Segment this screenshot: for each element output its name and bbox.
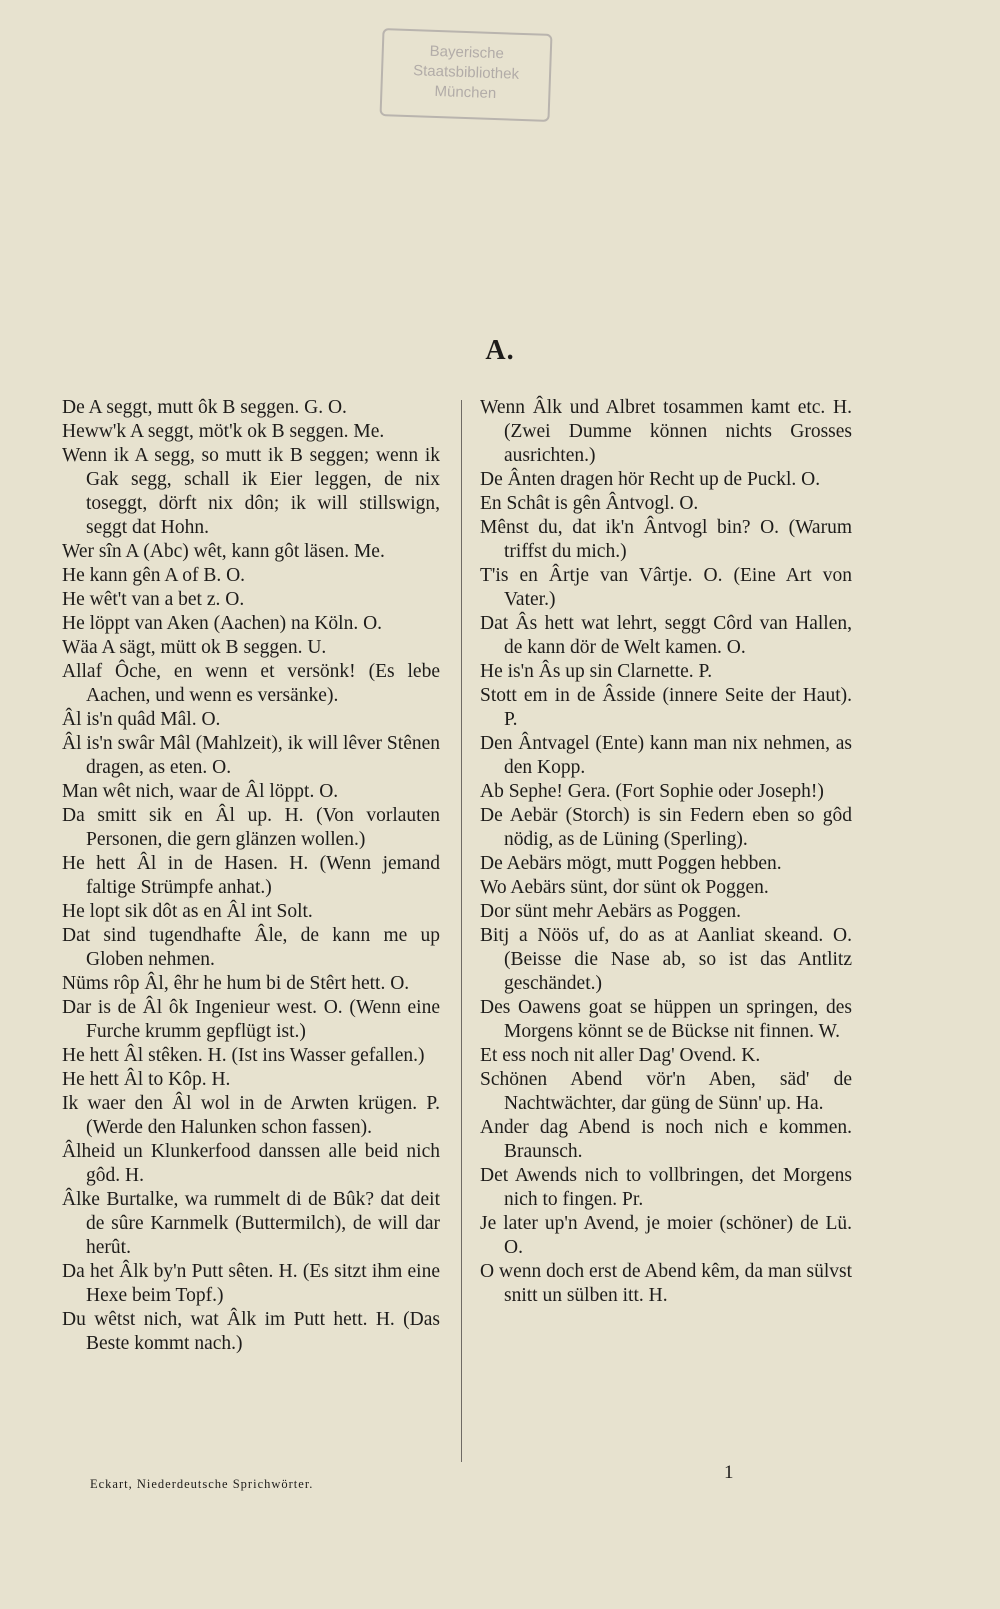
proverb-entry: He hett Âl to Kôp. H. xyxy=(62,1069,231,1090)
proverb-entry: He kann gên A of B. O. xyxy=(62,565,246,586)
proverb-entry: He wêt't van a bet z. O. xyxy=(62,589,245,610)
proverb-entry: Den Ântvagel (Ente) kann man nix nehmen, as den Kopp. xyxy=(480,733,852,778)
proverb-entry: Ander dag Abend is noch nich e kommen. Braunsch. xyxy=(480,1117,852,1162)
stamp-line-3: München xyxy=(434,82,497,103)
proverb-entry: He is'n Âs up sin Clarnette. P. xyxy=(480,661,713,682)
proverb-entry: Allaf Ôche, en wenn et versönk! (Es lebe Aachen, und wenn es versänke). xyxy=(62,661,440,706)
proverb-entry: De Aebär (Storch) is sin Federn eben so gôd nödig, as de Lüning (Sperling). xyxy=(480,805,852,850)
proverb-entry: He hett Âl stêken. H. (Ist ins Wasser gefallen.) xyxy=(62,1045,425,1066)
proverb-entry: Wer sîn A (Abc) wêt, kann gôt läsen. Me. xyxy=(62,541,385,562)
proverb-entry: Et ess noch nit aller Dag' Ovend. K. xyxy=(480,1045,761,1066)
proverb-entry: He hett Âl in de Hasen. H. (Wenn jemand faltige Strümpfe anhat.) xyxy=(62,853,440,898)
proverb-entry: T'is en Ârtje van Vârtje. O. (Eine Art von Vater.) xyxy=(480,565,852,610)
library-stamp xyxy=(380,28,553,122)
proverb-entry: Nüms rôp Âl, êhr he hum bi de Stêrt hett. O. xyxy=(62,973,410,994)
left-column xyxy=(62,396,440,1356)
proverb-entry: De Aebärs mögt, mutt Poggen hebben. xyxy=(480,853,782,874)
proverb-entry: Wäa A sägt, mütt ok B seggen. U. xyxy=(62,637,327,658)
proverb-entry: He lopt sik dôt as en Âl int Solt. xyxy=(62,901,313,922)
proverb-entry: Dar is de Âl ôk Ingenieur west. O. (Wenn eine Furche krumm gepflügt ist.) xyxy=(62,997,440,1042)
proverb-entry: Âlke Burtalke, wa rummelt di de Bûk? dat deit de sûre Karnmelk (Buttermilch), de will dar herût. xyxy=(62,1189,440,1258)
proverb-entry: En Schât is gên Ântvogl. O. xyxy=(480,493,699,514)
proverb-entry: Stott em in de Âsside (innere Seite der Haut). P. xyxy=(480,685,852,730)
proverb-entry: Âl is'n swâr Mâl (Mahlzeit), ik will lêver Stênen dragen, as eten. O. xyxy=(62,733,440,778)
proverb-entry: Da het Âlk by'n Putt sêten. H. (Es sitzt ihm eine Hexe beim Topf.) xyxy=(62,1261,440,1306)
proverb-entry: Mênst du, dat ik'n Ântvogl bin? O. (Warum triffst du mich.) xyxy=(480,517,852,562)
proverb-entry: De A seggt, mutt ôk B seggen. G. O. xyxy=(62,397,347,418)
proverb-entry: Ik waer den Âl wol in de Arwten krügen. P. (Werde den Halunken schon fassen). xyxy=(62,1093,440,1138)
page-number: 1 xyxy=(724,1462,734,1483)
proverb-entry: Des Oawens goat se hüppen un springen, des Morgens könnt se de Bückse nit finnen. W. xyxy=(480,997,852,1042)
section-heading: A. xyxy=(485,335,515,366)
right-column xyxy=(480,396,852,1308)
proverb-entry: Dat sind tugendhafte Âle, de kann me up Globen nehmen. xyxy=(62,925,440,970)
proverb-entry: Du wêtst nich, wat Âlk im Putt hett. H. (Das Beste kommt nach.) xyxy=(62,1309,440,1354)
proverb-entry: Je later up'n Avend, je moier (schöner) de Lü. O. xyxy=(480,1213,852,1258)
column-divider xyxy=(461,400,462,1462)
stamp-line-2: Staatsbibliothek xyxy=(412,62,520,83)
proverb-entry: Wo Aebärs sünt, dor sünt ok Poggen. xyxy=(480,877,769,898)
source-credit: Eckart, Niederdeutsche Sprichwörter. xyxy=(90,1477,314,1491)
proverb-entry: Wenn Âlk und Albret tosammen kamt etc. H. (Zwei Dumme können nichts Grosses ausrichten.) xyxy=(480,397,852,466)
proverb-entry: Âl is'n quâd Mâl. O. xyxy=(62,709,221,730)
proverb-entry: Det Awends nich to vollbringen, det Morgens nich to fingen. Pr. xyxy=(480,1165,852,1210)
proverb-entry: Heww'k A seggt, möt'k ok B seggen. Me. xyxy=(62,421,385,442)
proverb-entry: O wenn doch erst de Abend kêm, da man sülvst snitt un sülben itt. H. xyxy=(480,1261,852,1306)
proverb-entry: Wenn ik A segg, so mutt ik B seggen; wenn ik Gak segg, schall ik Eier leggen, de nix toseggt, dörft nix dôn; ik will stillswign, seggt dat Hohn. xyxy=(62,445,440,538)
proverb-entry: He löppt van Aken (Aachen) na Köln. O. xyxy=(62,613,383,634)
proverb-entry: Bitj a Nöös uf, do as at Aanliat skeand. O. (Beisse die Nase ab, so ist das Antlitz geschändet.) xyxy=(480,925,852,994)
stamp-line-1: Bayerische xyxy=(429,42,505,63)
proverb-entry: Schönen Abend vör'n Aben, säd' de Nachtwächter, dar güng de Sünn' up. Ha. xyxy=(480,1069,852,1114)
proverb-entry: Man wêt nich, waar de Âl löppt. O. xyxy=(62,781,339,802)
proverb-entry: Da smitt sik en Âl up. H. (Von vorlauten Personen, die gern glänzen wollen.) xyxy=(62,805,440,850)
proverb-entry: Dat Âs hett wat lehrt, seggt Côrd van Hallen, de kann dör de Welt kamen. O. xyxy=(480,613,852,658)
proverb-entry: De Ânten dragen hör Recht up de Puckl. O. xyxy=(480,469,821,490)
proverb-entry: Ab Sephe! Gera. (Fort Sophie oder Joseph!) xyxy=(480,781,824,802)
proverb-entry: Dor sünt mehr Aebärs as Poggen. xyxy=(480,901,742,922)
proverb-entry: Âlheid un Klunkerfood danssen alle beid nich gôd. H. xyxy=(62,1141,440,1186)
